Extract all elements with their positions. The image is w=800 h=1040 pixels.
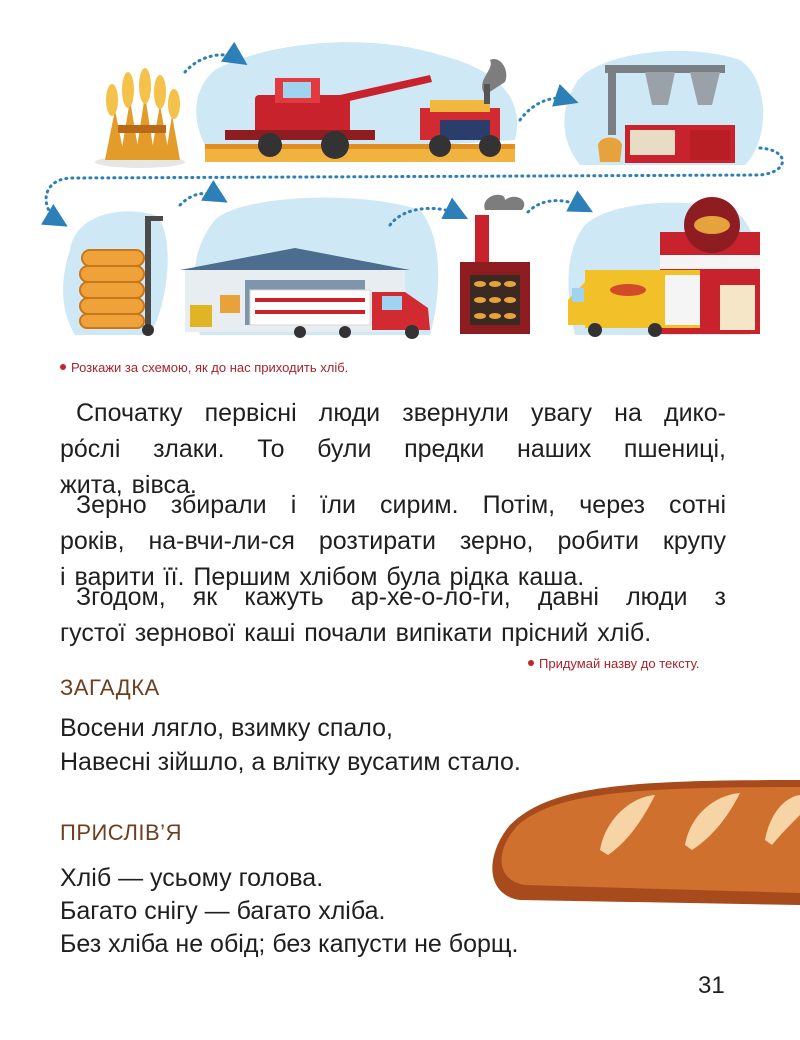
title-task-note: Придумай назву до тексту. bbox=[528, 656, 699, 671]
page-number: 31 bbox=[698, 972, 725, 999]
scheme-task-note: Розкажи за схемою, як до нас приходить хліб. bbox=[60, 360, 348, 375]
bread-production-scheme bbox=[0, 0, 800, 350]
bakery-oven-icon bbox=[460, 195, 530, 334]
proverb-line: Без хліба не обід; без капусти не борщ. bbox=[60, 930, 519, 958]
text-line: густої зернової каші почали випікати прісний хліб. bbox=[60, 619, 652, 647]
riddle-line: Восени лягло, взимку спало, bbox=[60, 714, 393, 742]
text-line: і варити її. Першим хлібом була рідка каша. bbox=[60, 563, 585, 591]
text-line: Згодом, як кажуть ар-хе-о-ло-ги, давні люди з bbox=[76, 583, 726, 611]
bullet-icon bbox=[60, 364, 66, 370]
text-line: ро́слі злаки. То були предки наших пшениці, bbox=[60, 435, 726, 463]
paragraph-3 bbox=[60, 579, 726, 651]
text-line: Зерно збирали і їли сирим. Потім, через сотні bbox=[76, 491, 726, 519]
text-line: років, на-вчи-ли-ся розтирати зерно, робити крупу bbox=[60, 527, 726, 555]
text-line: Спочатку первісні люди звернули увагу на дико- bbox=[76, 399, 726, 427]
riddle-line: Навесні зійшло, а влітку вусатим стало. bbox=[60, 748, 521, 776]
riddle-heading: ЗАГАДКА bbox=[60, 675, 160, 700]
proverb-line: Хліб — усьому голова. bbox=[60, 864, 324, 892]
bullet-icon bbox=[528, 660, 534, 666]
text-line: жита, вівса. bbox=[60, 471, 197, 499]
wheat-sheaf-icon bbox=[95, 68, 185, 168]
bread-loaf-icon bbox=[480, 775, 800, 915]
proverbs-heading: ПРИСЛІВ’Я bbox=[60, 820, 182, 845]
proverb-line: Багато снігу — багато хліба. bbox=[60, 897, 386, 925]
